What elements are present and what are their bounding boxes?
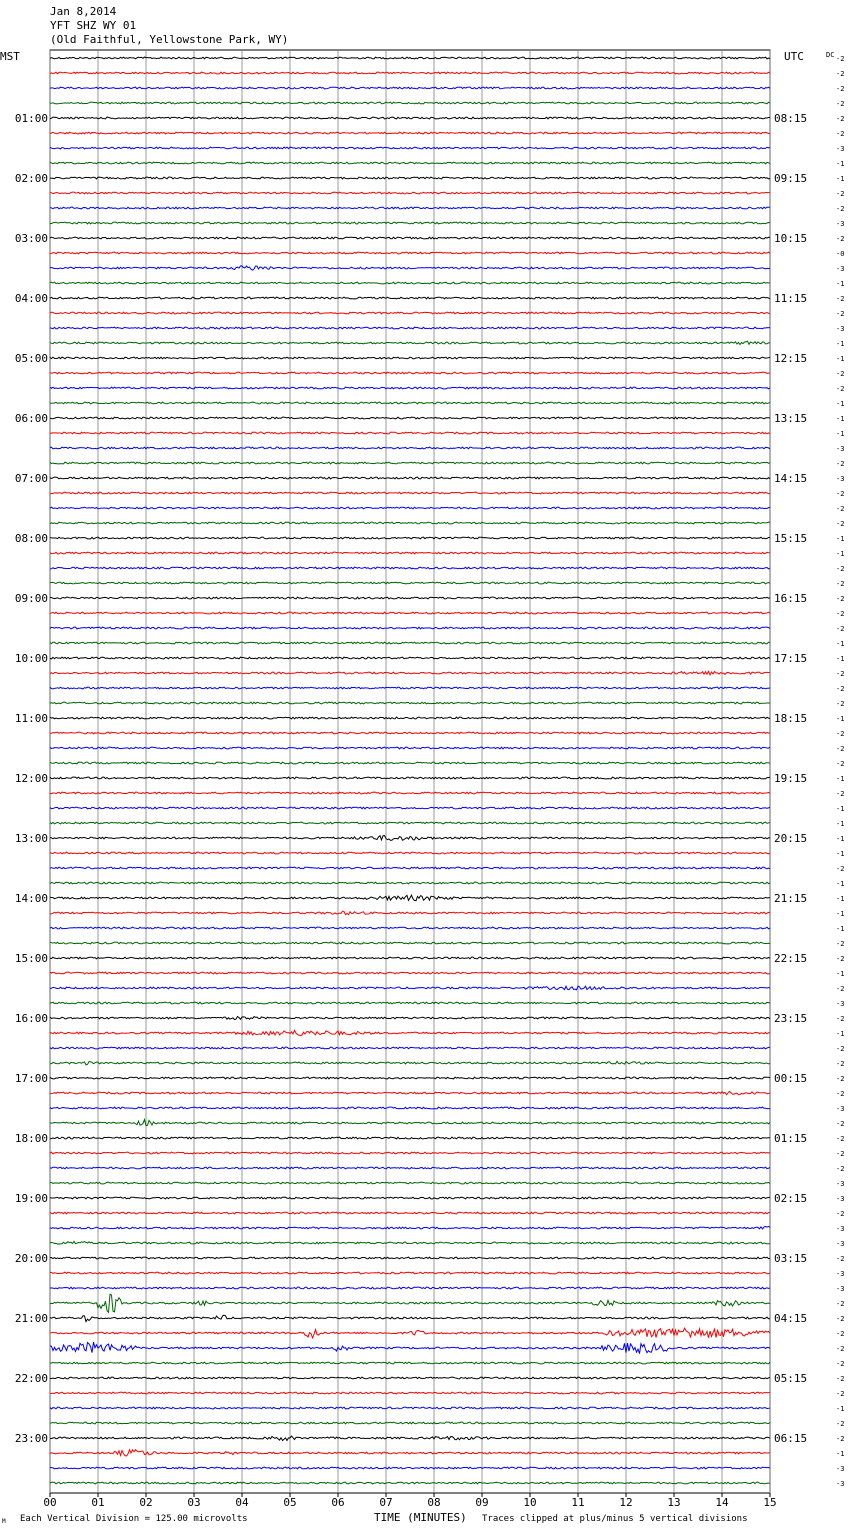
dc-offset-label: -2: [836, 1315, 845, 1323]
trace-row: [50, 432, 770, 434]
utc-hour-label: 19:15: [774, 772, 808, 785]
trace-row: [50, 792, 770, 794]
x-tick-label: 07: [379, 1496, 393, 1509]
dc-offset-label: -2: [836, 505, 845, 513]
mst-hour-label: 15:00: [14, 952, 48, 965]
trace-row: [50, 57, 770, 59]
x-axis-title: TIME (MINUTES): [374, 1511, 467, 1524]
dc-offset-label: -2: [836, 205, 845, 213]
dc-offset-label: -2: [836, 760, 845, 768]
dc-offset-label: -1: [836, 550, 845, 558]
dc-offset-label: -2: [836, 1360, 845, 1368]
trace-row: [50, 1077, 770, 1079]
dc-offset-label: -1: [836, 910, 845, 918]
mst-hour-label: 18:00: [14, 1132, 48, 1145]
x-tick-label: 02: [139, 1496, 153, 1509]
dc-offset-label: -1: [836, 925, 845, 933]
x-tick-label: 15: [763, 1496, 777, 1509]
trace-row: [50, 957, 770, 959]
trace-row: [50, 1016, 770, 1019]
trace-row: [50, 1226, 770, 1229]
trace-row: [50, 1047, 770, 1049]
trace-row: [50, 642, 770, 644]
dc-offset-label: -2: [836, 70, 845, 78]
dc-offset-label: -3: [836, 1105, 845, 1113]
dc-offset-label: -3: [836, 1195, 845, 1203]
dc-offset-label: -1: [836, 880, 845, 888]
dc-offset-label: -2: [836, 55, 845, 63]
dc-offset-label: -3: [836, 1225, 845, 1233]
trace-row: [50, 986, 770, 990]
dc-offset-label: -3: [836, 445, 845, 453]
trace-row: [50, 297, 770, 299]
dc-offset-label: -2: [836, 1210, 845, 1218]
utc-hour-label: 10:15: [774, 232, 808, 245]
trace-row: [50, 852, 770, 854]
trace-row: [50, 162, 770, 164]
x-tick-label: 04: [235, 1496, 249, 1509]
dc-offset-label: -2: [836, 130, 845, 138]
trace-row: [50, 447, 770, 449]
trace-row: [50, 1436, 770, 1440]
utc-label: UTC: [784, 50, 804, 63]
dc-offset-label: -1: [836, 820, 845, 828]
dc-offset-label: -2: [836, 610, 845, 618]
dc-offset-label: -1: [836, 835, 845, 843]
dc-offset-label: -2: [836, 1135, 845, 1143]
trace-row: [50, 1287, 770, 1289]
trace-row: [50, 1422, 770, 1424]
dc-offset-label: -2: [836, 940, 845, 948]
trace-row: [50, 567, 770, 569]
trace-row: [50, 1342, 770, 1354]
utc-hour-label: 14:15: [774, 472, 808, 485]
trace-row: [50, 132, 770, 134]
dc-offset-label: -2: [836, 190, 845, 198]
trace-row: [50, 402, 770, 404]
dc-offset-label: -1: [836, 400, 845, 408]
dc-offset-label: -2: [836, 1150, 845, 1158]
x-tick-label: 03: [187, 1496, 201, 1509]
trace-row: [50, 895, 770, 901]
x-tick-label: 14: [715, 1496, 729, 1509]
dc-offset-label: -3: [836, 1000, 845, 1008]
utc-hour-label: 08:15: [774, 112, 808, 125]
trace-row: [50, 507, 770, 509]
x-tick-label: 00: [43, 1496, 57, 1509]
trace-row: [50, 552, 770, 554]
dc-offset-label: -3: [836, 475, 845, 483]
trace-row: [50, 597, 770, 599]
trace-row: [50, 1482, 770, 1484]
trace-row: [50, 237, 770, 239]
trace-row: [50, 1294, 770, 1312]
dc-offset-label: -2: [836, 565, 845, 573]
trace-row: [50, 117, 770, 119]
x-tick-label: 01: [91, 1496, 105, 1509]
trace-row: [50, 911, 770, 915]
trace-row: [50, 192, 770, 194]
x-tick-label: 09: [475, 1496, 489, 1509]
trace-row: [50, 222, 770, 224]
trace-row: [50, 462, 770, 464]
utc-hour-label: 20:15: [774, 832, 808, 845]
date-label: Jan 8,2014: [50, 5, 117, 18]
trace-row: [50, 1241, 770, 1244]
dc-offset-label: -2: [836, 1060, 845, 1068]
mst-hour-label: 19:00: [14, 1192, 48, 1205]
trace-row: [50, 732, 770, 734]
trace-row: [50, 717, 770, 719]
dc-offset-label: -2: [836, 115, 845, 123]
dc-offset-label: -1: [836, 970, 845, 978]
dc-offset-label: -2: [836, 1090, 845, 1098]
trace-row: [50, 867, 770, 869]
x-tick-label: 05: [283, 1496, 297, 1509]
trace-row: [50, 417, 770, 419]
utc-hour-label: 13:15: [774, 412, 808, 425]
dc-offset-label: -1: [836, 655, 845, 663]
dc-offset-label: -2: [836, 865, 845, 873]
dc-label: DC: [826, 51, 835, 59]
utc-hour-label: 18:15: [774, 712, 808, 725]
trace-row: [50, 882, 770, 884]
trace-row: [50, 747, 770, 749]
dc-offset-label: -2: [836, 1375, 845, 1383]
dc-offset-label: -1: [836, 415, 845, 423]
mst-hour-label: 04:00: [14, 292, 48, 305]
dc-offset-label: -2: [836, 790, 845, 798]
dc-offset-label: -1: [836, 175, 845, 183]
utc-hour-label: 11:15: [774, 292, 808, 305]
trace-row: [50, 1107, 770, 1109]
dc-offset-label: -3: [836, 1240, 845, 1248]
trace-row: [50, 1257, 770, 1259]
mst-hour-label: 20:00: [14, 1252, 48, 1265]
trace-row: [50, 1002, 770, 1004]
dc-offset-label: -2: [836, 595, 845, 603]
trace-row: [50, 87, 770, 89]
x-tick-label: 13: [667, 1496, 681, 1509]
utc-hour-label: 04:15: [774, 1312, 808, 1325]
dc-offset-label: -1: [836, 160, 845, 168]
trace-row: [50, 537, 770, 539]
x-tick-label: 08: [427, 1496, 441, 1509]
trace-row: [50, 836, 770, 841]
mst-hour-label: 13:00: [14, 832, 48, 845]
trace-row: [50, 1212, 770, 1214]
dc-offset-label: -1: [836, 895, 845, 903]
dc-offset-label: -2: [836, 1075, 845, 1083]
dc-offset-label: -2: [836, 1015, 845, 1023]
dc-offset-label: -3: [836, 1285, 845, 1293]
x-tick-label: 10: [523, 1496, 537, 1509]
trace-row: [50, 927, 770, 929]
trace-row: [50, 1152, 770, 1154]
dc-offset-label: -1: [836, 1405, 845, 1413]
dc-offset-label: -2: [836, 310, 845, 318]
utc-hour-label: 05:15: [774, 1372, 808, 1385]
trace-row: [50, 102, 770, 104]
trace-row: [50, 1120, 770, 1126]
dc-offset-label: -1: [836, 535, 845, 543]
trace-row: [50, 1362, 770, 1364]
trace-row: [50, 207, 770, 209]
trace-row: [50, 266, 770, 270]
dc-offset-label: -1: [836, 340, 845, 348]
dc-offset-label: -1: [836, 1450, 845, 1458]
trace-row: [50, 1030, 770, 1035]
dc-offset-label: -3: [836, 220, 845, 228]
trace-row: [50, 492, 770, 494]
mst-hour-label: 07:00: [14, 472, 48, 485]
trace-row: [50, 1182, 770, 1184]
dc-offset-label: -2: [836, 1345, 845, 1353]
x-tick-label: 12: [619, 1496, 633, 1509]
mst-hour-label: 16:00: [14, 1012, 48, 1025]
mst-hour-label: 03:00: [14, 232, 48, 245]
dc-offset-label: -2: [836, 1435, 845, 1443]
dc-offset-label: -1: [836, 850, 845, 858]
trace-row: [50, 942, 770, 944]
dc-offset-label: -1: [836, 355, 845, 363]
dc-offset-label: -2: [836, 370, 845, 378]
mst-hour-label: 01:00: [14, 112, 48, 125]
dc-offset-label: -2: [836, 460, 845, 468]
mst-hour-label: 05:00: [14, 352, 48, 365]
dc-offset-label: -2: [836, 745, 845, 753]
dc-offset-label: -2: [836, 235, 845, 243]
dc-offset-label: -2: [836, 670, 845, 678]
dc-offset-label: -2: [836, 625, 845, 633]
trace-row: [50, 1197, 770, 1199]
mst-hour-label: 06:00: [14, 412, 48, 425]
utc-hour-label: 00:15: [774, 1072, 808, 1085]
dc-offset-label: -2: [836, 1120, 845, 1128]
utc-hour-label: 12:15: [774, 352, 808, 365]
trace-row: [50, 327, 770, 329]
dc-offset-label: -1: [836, 640, 845, 648]
trace-row: [50, 177, 770, 179]
trace-row: [50, 1407, 770, 1409]
utc-hour-label: 23:15: [774, 1012, 808, 1025]
dc-offset-label: -3: [836, 325, 845, 333]
trace-row: [50, 312, 770, 314]
dc-offset-label: -2: [836, 100, 845, 108]
dc-offset-label: -3: [836, 1465, 845, 1473]
trace-row: [50, 1061, 770, 1065]
dc-offset-label: -2: [836, 1255, 845, 1263]
dc-offset-label: -2: [836, 685, 845, 693]
trace-row: [50, 687, 770, 689]
trace-row: [50, 972, 770, 974]
trace-row: [50, 357, 770, 359]
dc-offset-label: -0: [836, 250, 845, 258]
mst-hour-label: 14:00: [14, 892, 48, 905]
utc-hour-label: 22:15: [774, 952, 808, 965]
trace-row: [50, 522, 770, 524]
utc-hour-label: 21:15: [774, 892, 808, 905]
trace-row: [50, 72, 770, 74]
trace-row: [50, 807, 770, 809]
utc-hour-label: 06:15: [774, 1432, 808, 1445]
trace-row: [50, 372, 770, 374]
dc-offset-label: -2: [836, 295, 845, 303]
dc-offset-label: -2: [836, 1390, 845, 1398]
mst-hour-label: 09:00: [14, 592, 48, 605]
utc-hour-label: 09:15: [774, 172, 808, 185]
x-tick-label: 11: [571, 1496, 585, 1509]
corner-mark: M: [2, 1518, 6, 1525]
dc-offset-label: -2: [836, 1045, 845, 1053]
location-label: (Old Faithful, Yellowstone Park, WY): [50, 33, 289, 46]
utc-hour-label: 16:15: [774, 592, 808, 605]
dc-offset-label: -1: [836, 805, 845, 813]
trace-row: [50, 1328, 770, 1338]
trace-row: [50, 252, 770, 254]
trace-row: [50, 612, 770, 614]
dc-offset-label: -2: [836, 1330, 845, 1338]
trace-row: [50, 1137, 770, 1139]
utc-hour-label: 02:15: [774, 1192, 808, 1205]
mst-hour-label: 17:00: [14, 1072, 48, 1085]
dc-offset-label: -3: [836, 1180, 845, 1188]
trace-row: [50, 1450, 770, 1456]
trace-row: [50, 1272, 770, 1274]
dc-offset-label: -3: [836, 1480, 845, 1488]
dc-offset-label: -2: [836, 520, 845, 528]
trace-row: [50, 627, 770, 629]
dc-offset-label: -3: [836, 265, 845, 273]
dc-offset-label: -2: [836, 85, 845, 93]
trace-row: [50, 1467, 770, 1469]
trace-row: [50, 702, 770, 704]
utc-hour-label: 15:15: [774, 532, 808, 545]
dc-offset-label: -2: [836, 490, 845, 498]
utc-hour-label: 17:15: [774, 652, 808, 665]
dc-offset-label: -2: [836, 1165, 845, 1173]
dc-offset-label: -2: [836, 1300, 845, 1308]
trace-row: [50, 1315, 770, 1321]
dc-offset-label: -1: [836, 280, 845, 288]
dc-offset-label: -2: [836, 730, 845, 738]
utc-hour-label: 03:15: [774, 1252, 808, 1265]
scale-note: Each Vertical Division = 125.00 microvolts: [20, 1514, 248, 1524]
trace-row: [50, 282, 770, 284]
trace-row: [50, 1392, 770, 1394]
mst-hour-label: 11:00: [14, 712, 48, 725]
trace-row: [50, 762, 770, 764]
clip-note: Traces clipped at plus/minus 5 vertical divisions: [482, 1514, 748, 1524]
utc-hour-label: 01:15: [774, 1132, 808, 1145]
mst-hour-label: 23:00: [14, 1432, 48, 1445]
mst-hour-label: 08:00: [14, 532, 48, 545]
dc-offset-label: -2: [836, 700, 845, 708]
mst-hour-label: 10:00: [14, 652, 48, 665]
dc-offset-label: -2: [836, 385, 845, 393]
dc-offset-label: -2: [836, 580, 845, 588]
trace-row: [50, 822, 770, 824]
dc-offset-label: -3: [836, 1270, 845, 1278]
dc-offset-label: -2: [836, 1420, 845, 1428]
trace-row: [50, 1377, 770, 1379]
dc-offset-label: -2: [836, 955, 845, 963]
trace-row: [50, 477, 770, 479]
trace-row: [50, 657, 770, 659]
dc-offset-label: -3: [836, 145, 845, 153]
trace-row: [50, 147, 770, 149]
mst-hour-label: 21:00: [14, 1312, 48, 1325]
trace-row: [50, 777, 770, 779]
dc-offset-label: -1: [836, 775, 845, 783]
station-label: YFT SHZ WY 01: [50, 19, 137, 32]
mst-hour-label: 12:00: [14, 772, 48, 785]
trace-row: [50, 582, 770, 584]
mst-hour-label: 02:00: [14, 172, 48, 185]
plot-frame: [50, 50, 770, 1493]
trace-row: [50, 341, 770, 344]
mst-hour-label: 22:00: [14, 1372, 48, 1385]
dc-offset-label: -1: [836, 1030, 845, 1038]
trace-row: [50, 671, 770, 675]
trace-row: [50, 1091, 770, 1094]
dc-offset-label: -1: [836, 715, 845, 723]
dc-offset-label: -2: [836, 985, 845, 993]
trace-row: [50, 1167, 770, 1169]
x-tick-label: 06: [331, 1496, 345, 1509]
trace-row: [50, 387, 770, 389]
dc-offset-label: -1: [836, 430, 845, 438]
mst-label: MST: [0, 50, 20, 63]
